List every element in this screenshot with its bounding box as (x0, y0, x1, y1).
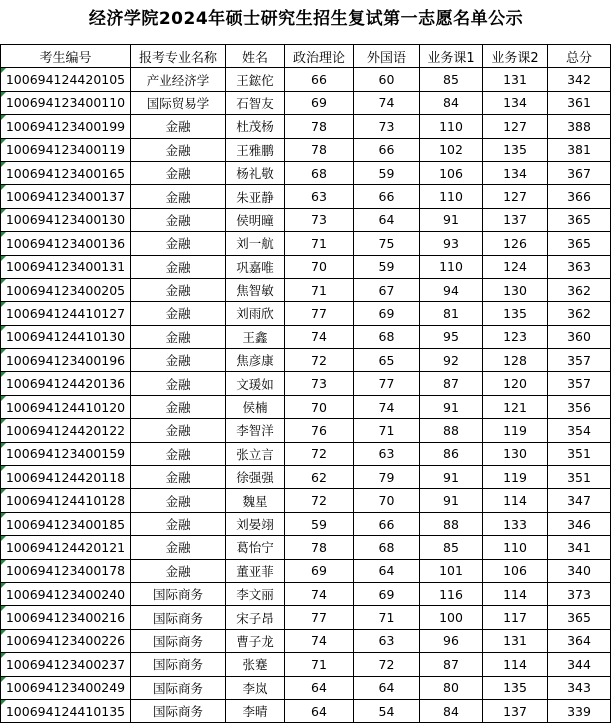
subject1-score-cell[interactable]: 116 (420, 582, 483, 605)
subject1-score-cell[interactable]: 91 (420, 466, 483, 489)
foreign-language-score-cell[interactable]: 71 (354, 606, 420, 629)
table-row (1, 372, 611, 395)
admission-list-table (0, 44, 611, 723)
foreign-language-score-cell[interactable]: 74 (354, 91, 420, 114)
major-cell[interactable]: 国际商务 (131, 582, 226, 605)
total-score-cell[interactable]: 357 (548, 349, 611, 372)
total-score-cell[interactable]: 347 (548, 489, 611, 512)
name-cell[interactable]: 杨礼敬 (226, 161, 285, 184)
subject2-score-cell[interactable]: 128 (483, 349, 548, 372)
candidate-id-cell[interactable]: 100694124420136 (1, 372, 131, 395)
subject2-score-cell[interactable]: 130 (483, 278, 548, 301)
politics-score-cell[interactable]: 77 (285, 606, 354, 629)
name-cell[interactable]: 刘晏翊 (226, 512, 285, 535)
foreign-language-score-cell[interactable]: 68 (354, 325, 420, 348)
foreign-language-score-cell[interactable]: 66 (354, 138, 420, 161)
total-score-cell[interactable]: 351 (548, 466, 611, 489)
politics-score-cell[interactable]: 72 (285, 442, 354, 465)
politics-score-cell[interactable]: 72 (285, 349, 354, 372)
table-row (1, 582, 611, 605)
subject2-score-cell[interactable]: 114 (483, 582, 548, 605)
foreign-language-score-cell[interactable]: 66 (354, 185, 420, 208)
major-cell[interactable]: 金融 (131, 419, 226, 442)
table-row (1, 442, 611, 465)
subject2-score-cell[interactable]: 121 (483, 395, 548, 418)
subject2-score-cell[interactable]: 135 (483, 302, 548, 325)
foreign-language-score-cell[interactable]: 59 (354, 255, 420, 278)
total-score-cell[interactable]: 344 (548, 653, 611, 676)
subject2-score-cell[interactable]: 124 (483, 255, 548, 278)
name-cell[interactable]: 曹子龙 (226, 629, 285, 652)
candidate-id-cell[interactable]: 100694124410130 (1, 325, 131, 348)
table-row (1, 606, 611, 629)
subject1-score-cell[interactable]: 80 (420, 676, 483, 699)
subject2-score-cell[interactable]: 131 (483, 68, 548, 91)
politics-score-cell[interactable]: 72 (285, 489, 354, 512)
table-row (1, 629, 611, 652)
subject2-score-cell[interactable]: 114 (483, 489, 548, 512)
foreign-language-score-cell[interactable]: 68 (354, 536, 420, 559)
major-cell[interactable]: 金融 (131, 489, 226, 512)
table-row (1, 395, 611, 418)
subject1-score-cell[interactable]: 84 (420, 91, 483, 114)
subject1-score-cell[interactable]: 92 (420, 349, 483, 372)
table-row (1, 302, 611, 325)
total-score-cell[interactable]: 365 (548, 208, 611, 231)
total-score-cell[interactable]: 363 (548, 255, 611, 278)
subject2-score-cell[interactable]: 110 (483, 536, 548, 559)
total-score-cell[interactable]: 360 (548, 325, 611, 348)
candidate-id-cell[interactable]: 100694123400159 (1, 442, 131, 465)
candidate-id-cell[interactable]: 100694124410135 (1, 699, 131, 722)
subject2-score-cell[interactable]: 106 (483, 559, 548, 582)
politics-score-cell[interactable]: 78 (285, 536, 354, 559)
subject1-score-cell[interactable]: 88 (420, 419, 483, 442)
politics-score-cell[interactable]: 71 (285, 232, 354, 255)
foreign-language-score-cell[interactable]: 69 (354, 302, 420, 325)
politics-score-cell[interactable]: 70 (285, 255, 354, 278)
politics-score-cell[interactable]: 76 (285, 419, 354, 442)
foreign-language-score-cell[interactable]: 70 (354, 489, 420, 512)
total-score-cell[interactable]: 367 (548, 161, 611, 184)
politics-score-cell[interactable]: 73 (285, 372, 354, 395)
candidate-id-cell[interactable]: 100694123400249 (1, 676, 131, 699)
subject2-score-cell[interactable]: 117 (483, 606, 548, 629)
table-row (1, 185, 611, 208)
subject1-score-cell[interactable]: 91 (420, 489, 483, 512)
name-cell[interactable]: 石智友 (226, 91, 285, 114)
table-row (1, 255, 611, 278)
candidate-id-cell[interactable]: 100694123400165 (1, 161, 131, 184)
subject2-score-cell[interactable]: 127 (483, 115, 548, 138)
candidate-id-cell[interactable]: 100694123400137 (1, 185, 131, 208)
table-row (1, 349, 611, 372)
column-header[interactable]: 姓名 (226, 45, 285, 68)
politics-score-cell[interactable]: 71 (285, 278, 354, 301)
subject2-score-cell[interactable]: 120 (483, 372, 548, 395)
candidate-id-cell[interactable]: 100694124420121 (1, 536, 131, 559)
subject2-score-cell[interactable]: 133 (483, 512, 548, 535)
subject1-score-cell[interactable]: 106 (420, 161, 483, 184)
foreign-language-score-cell[interactable]: 64 (354, 559, 420, 582)
total-score-cell[interactable]: 362 (548, 302, 611, 325)
name-cell[interactable]: 董亚菲 (226, 559, 285, 582)
major-cell[interactable]: 金融 (131, 395, 226, 418)
foreign-language-score-cell[interactable]: 72 (354, 653, 420, 676)
candidate-id-cell[interactable]: 100694123400136 (1, 232, 131, 255)
major-cell[interactable]: 国际商务 (131, 676, 226, 699)
candidate-id-cell[interactable]: 100694123400240 (1, 582, 131, 605)
total-score-cell[interactable]: 362 (548, 278, 611, 301)
total-score-cell[interactable]: 342 (548, 68, 611, 91)
table-row (1, 489, 611, 512)
major-cell[interactable]: 金融 (131, 466, 226, 489)
column-header[interactable]: 政治理论 (285, 45, 354, 68)
subject1-score-cell[interactable]: 110 (420, 185, 483, 208)
table-row (1, 68, 611, 91)
foreign-language-score-cell[interactable]: 73 (354, 115, 420, 138)
foreign-language-score-cell[interactable]: 77 (354, 372, 420, 395)
name-cell[interactable]: 刘一航 (226, 232, 285, 255)
total-score-cell[interactable]: 366 (548, 185, 611, 208)
total-score-cell[interactable]: 351 (548, 442, 611, 465)
total-score-cell[interactable]: 373 (548, 582, 611, 605)
subject2-score-cell[interactable]: 127 (483, 185, 548, 208)
table-row (1, 161, 611, 184)
name-cell[interactable]: 李晴 (226, 699, 285, 722)
total-score-cell[interactable]: 357 (548, 372, 611, 395)
major-cell[interactable]: 产业经济学 (131, 68, 226, 91)
subject1-score-cell[interactable]: 101 (420, 559, 483, 582)
foreign-language-score-cell[interactable]: 75 (354, 232, 420, 255)
name-cell[interactable]: 杜茂杨 (226, 115, 285, 138)
major-cell[interactable]: 金融 (131, 512, 226, 535)
subject1-score-cell[interactable]: 86 (420, 442, 483, 465)
politics-score-cell[interactable]: 59 (285, 512, 354, 535)
politics-score-cell[interactable]: 64 (285, 676, 354, 699)
subject1-score-cell[interactable]: 87 (420, 372, 483, 395)
subject2-score-cell[interactable]: 126 (483, 232, 548, 255)
major-cell[interactable]: 国际商务 (131, 699, 226, 722)
name-cell[interactable]: 焦智敏 (226, 278, 285, 301)
candidate-id-cell[interactable]: 100694124410120 (1, 395, 131, 418)
subject2-score-cell[interactable]: 135 (483, 138, 548, 161)
name-cell[interactable]: 张蹇 (226, 653, 285, 676)
total-score-cell[interactable]: 346 (548, 512, 611, 535)
foreign-language-score-cell[interactable]: 63 (354, 442, 420, 465)
subject2-score-cell[interactable]: 131 (483, 629, 548, 652)
table-row (1, 91, 611, 114)
politics-score-cell[interactable]: 62 (285, 466, 354, 489)
column-header[interactable]: 外国语 (354, 45, 420, 68)
total-score-cell[interactable]: 341 (548, 536, 611, 559)
table-row (1, 653, 611, 676)
candidate-id-cell[interactable]: 100694124420122 (1, 419, 131, 442)
politics-score-cell[interactable]: 71 (285, 653, 354, 676)
candidate-id-cell[interactable]: 100694124420118 (1, 466, 131, 489)
table-row (1, 466, 611, 489)
candidate-id-cell[interactable]: 100694123400205 (1, 278, 131, 301)
candidate-id-cell[interactable]: 100694123400216 (1, 606, 131, 629)
subject1-score-cell[interactable]: 84 (420, 699, 483, 722)
name-cell[interactable]: 李智洋 (226, 419, 285, 442)
table-row (1, 115, 611, 138)
politics-score-cell[interactable]: 78 (285, 115, 354, 138)
name-cell[interactable]: 朱亚静 (226, 185, 285, 208)
major-cell[interactable]: 金融 (131, 372, 226, 395)
table-row (1, 232, 611, 255)
name-cell[interactable]: 王鋐佗 (226, 68, 285, 91)
table-row (1, 419, 611, 442)
subject1-score-cell[interactable]: 94 (420, 278, 483, 301)
total-score-cell[interactable]: 339 (548, 699, 611, 722)
major-cell[interactable]: 国际商务 (131, 653, 226, 676)
name-cell[interactable]: 张立言 (226, 442, 285, 465)
foreign-language-score-cell[interactable]: 74 (354, 395, 420, 418)
politics-score-cell[interactable]: 74 (285, 582, 354, 605)
subject1-score-cell[interactable]: 110 (420, 255, 483, 278)
major-cell[interactable]: 金融 (131, 161, 226, 184)
name-cell[interactable]: 葛怡宁 (226, 536, 285, 559)
total-score-cell[interactable]: 381 (548, 138, 611, 161)
major-cell[interactable]: 金融 (131, 232, 226, 255)
candidate-id-cell[interactable]: 100694123400130 (1, 208, 131, 231)
foreign-language-score-cell[interactable]: 54 (354, 699, 420, 722)
candidate-id-cell[interactable]: 100694123400226 (1, 629, 131, 652)
table-row (1, 208, 611, 231)
subject2-score-cell[interactable]: 130 (483, 442, 548, 465)
major-cell[interactable]: 国际贸易学 (131, 91, 226, 114)
candidate-id-cell[interactable]: 100694123400178 (1, 559, 131, 582)
name-cell[interactable]: 侯明曈 (226, 208, 285, 231)
major-cell[interactable]: 金融 (131, 255, 226, 278)
major-cell[interactable]: 金融 (131, 536, 226, 559)
page-title: 经济学院2024年硕士研究生招生复试第一志愿名单公示 (88, 9, 524, 29)
candidate-id-cell[interactable]: 100694123400131 (1, 255, 131, 278)
politics-score-cell[interactable]: 77 (285, 302, 354, 325)
subject1-score-cell[interactable]: 88 (420, 512, 483, 535)
subject2-score-cell[interactable]: 123 (483, 325, 548, 348)
name-cell[interactable]: 焦彦康 (226, 349, 285, 372)
politics-score-cell[interactable]: 73 (285, 208, 354, 231)
politics-score-cell[interactable]: 69 (285, 559, 354, 582)
subject1-score-cell[interactable]: 93 (420, 232, 483, 255)
table-row (1, 325, 611, 348)
subject1-score-cell[interactable]: 110 (420, 115, 483, 138)
candidate-id-cell[interactable]: 100694123400110 (1, 91, 131, 114)
candidate-id-cell[interactable]: 100694123400185 (1, 512, 131, 535)
table-row (1, 278, 611, 301)
subject1-score-cell[interactable]: 85 (420, 68, 483, 91)
major-cell[interactable]: 金融 (131, 278, 226, 301)
subject1-score-cell[interactable]: 87 (420, 653, 483, 676)
table-row (1, 699, 611, 722)
header-row (1, 45, 611, 68)
subject2-score-cell[interactable]: 119 (483, 466, 548, 489)
name-cell[interactable]: 王雅鹏 (226, 138, 285, 161)
foreign-language-score-cell[interactable]: 71 (354, 419, 420, 442)
name-cell[interactable]: 巩嘉唯 (226, 255, 285, 278)
table-row (1, 676, 611, 699)
major-cell[interactable]: 金融 (131, 349, 226, 372)
total-score-cell[interactable]: 364 (548, 629, 611, 652)
total-score-cell[interactable]: 356 (548, 395, 611, 418)
major-cell[interactable]: 国际商务 (131, 606, 226, 629)
candidate-id-cell[interactable]: 100694124410127 (1, 302, 131, 325)
subject2-score-cell[interactable]: 137 (483, 208, 548, 231)
name-cell[interactable]: 徐强强 (226, 466, 285, 489)
subject2-score-cell[interactable]: 137 (483, 699, 548, 722)
foreign-language-score-cell[interactable]: 63 (354, 629, 420, 652)
politics-score-cell[interactable]: 64 (285, 699, 354, 722)
foreign-language-score-cell[interactable]: 60 (354, 68, 420, 91)
total-score-cell[interactable]: 388 (548, 115, 611, 138)
subject1-score-cell[interactable]: 100 (420, 606, 483, 629)
column-header[interactable]: 总分 (548, 45, 611, 68)
name-cell[interactable]: 李岚 (226, 676, 285, 699)
column-header[interactable]: 业务课1 (420, 45, 483, 68)
subject1-score-cell[interactable]: 96 (420, 629, 483, 652)
major-cell[interactable]: 金融 (131, 185, 226, 208)
foreign-language-score-cell[interactable]: 64 (354, 208, 420, 231)
name-cell[interactable]: 文瑗如 (226, 372, 285, 395)
foreign-language-score-cell[interactable]: 79 (354, 466, 420, 489)
subject2-score-cell[interactable]: 114 (483, 653, 548, 676)
total-score-cell[interactable]: 354 (548, 419, 611, 442)
politics-score-cell[interactable]: 78 (285, 138, 354, 161)
subject2-score-cell[interactable]: 134 (483, 91, 548, 114)
politics-score-cell[interactable]: 63 (285, 185, 354, 208)
subject2-score-cell[interactable]: 134 (483, 161, 548, 184)
candidate-id-cell[interactable]: 100694123400237 (1, 653, 131, 676)
total-score-cell[interactable]: 340 (548, 559, 611, 582)
table-row (1, 536, 611, 559)
politics-score-cell[interactable]: 69 (285, 91, 354, 114)
subject2-score-cell[interactable]: 135 (483, 676, 548, 699)
name-cell[interactable]: 魏星 (226, 489, 285, 512)
subject2-score-cell[interactable]: 119 (483, 419, 548, 442)
major-cell[interactable]: 金融 (131, 559, 226, 582)
name-cell[interactable]: 侯楠 (226, 395, 285, 418)
name-cell[interactable]: 王鑫 (226, 325, 285, 348)
subject1-score-cell[interactable]: 91 (420, 395, 483, 418)
total-score-cell[interactable]: 361 (548, 91, 611, 114)
name-cell[interactable]: 刘雨欣 (226, 302, 285, 325)
major-cell[interactable]: 金融 (131, 138, 226, 161)
table-row (1, 512, 611, 535)
subject1-score-cell[interactable]: 91 (420, 208, 483, 231)
candidate-id-cell[interactable]: 100694123400199 (1, 115, 131, 138)
subject1-score-cell[interactable]: 95 (420, 325, 483, 348)
politics-score-cell[interactable]: 66 (285, 68, 354, 91)
politics-score-cell[interactable]: 74 (285, 325, 354, 348)
foreign-language-score-cell[interactable]: 67 (354, 278, 420, 301)
subject1-score-cell[interactable]: 81 (420, 302, 483, 325)
foreign-language-score-cell[interactable]: 59 (354, 161, 420, 184)
major-cell[interactable]: 金融 (131, 302, 226, 325)
candidate-id-cell[interactable]: 100694123400119 (1, 138, 131, 161)
foreign-language-score-cell[interactable]: 66 (354, 512, 420, 535)
total-score-cell[interactable]: 343 (548, 676, 611, 699)
table-row (1, 559, 611, 582)
candidate-id-cell[interactable]: 100694124420105 (1, 68, 131, 91)
politics-score-cell[interactable]: 74 (285, 629, 354, 652)
candidate-id-cell[interactable]: 100694123400196 (1, 349, 131, 372)
foreign-language-score-cell[interactable]: 65 (354, 349, 420, 372)
major-cell[interactable]: 金融 (131, 325, 226, 348)
politics-score-cell[interactable]: 70 (285, 395, 354, 418)
column-header[interactable]: 考生编号 (1, 45, 131, 68)
major-cell[interactable]: 金融 (131, 208, 226, 231)
total-score-cell[interactable]: 365 (548, 606, 611, 629)
politics-score-cell[interactable]: 68 (285, 161, 354, 184)
name-cell[interactable]: 李文丽 (226, 582, 285, 605)
table-row (1, 138, 611, 161)
major-cell[interactable]: 金融 (131, 442, 226, 465)
foreign-language-score-cell[interactable]: 64 (354, 676, 420, 699)
name-cell[interactable]: 宋子昂 (226, 606, 285, 629)
foreign-language-score-cell[interactable]: 69 (354, 582, 420, 605)
candidate-id-cell[interactable]: 100694124410128 (1, 489, 131, 512)
total-score-cell[interactable]: 365 (548, 232, 611, 255)
subject1-score-cell[interactable]: 102 (420, 138, 483, 161)
subject1-score-cell[interactable]: 85 (420, 536, 483, 559)
major-cell[interactable]: 金融 (131, 115, 226, 138)
column-header[interactable]: 报考专业名称 (131, 45, 226, 68)
column-header[interactable]: 业务课2 (483, 45, 548, 68)
major-cell[interactable]: 国际商务 (131, 629, 226, 652)
